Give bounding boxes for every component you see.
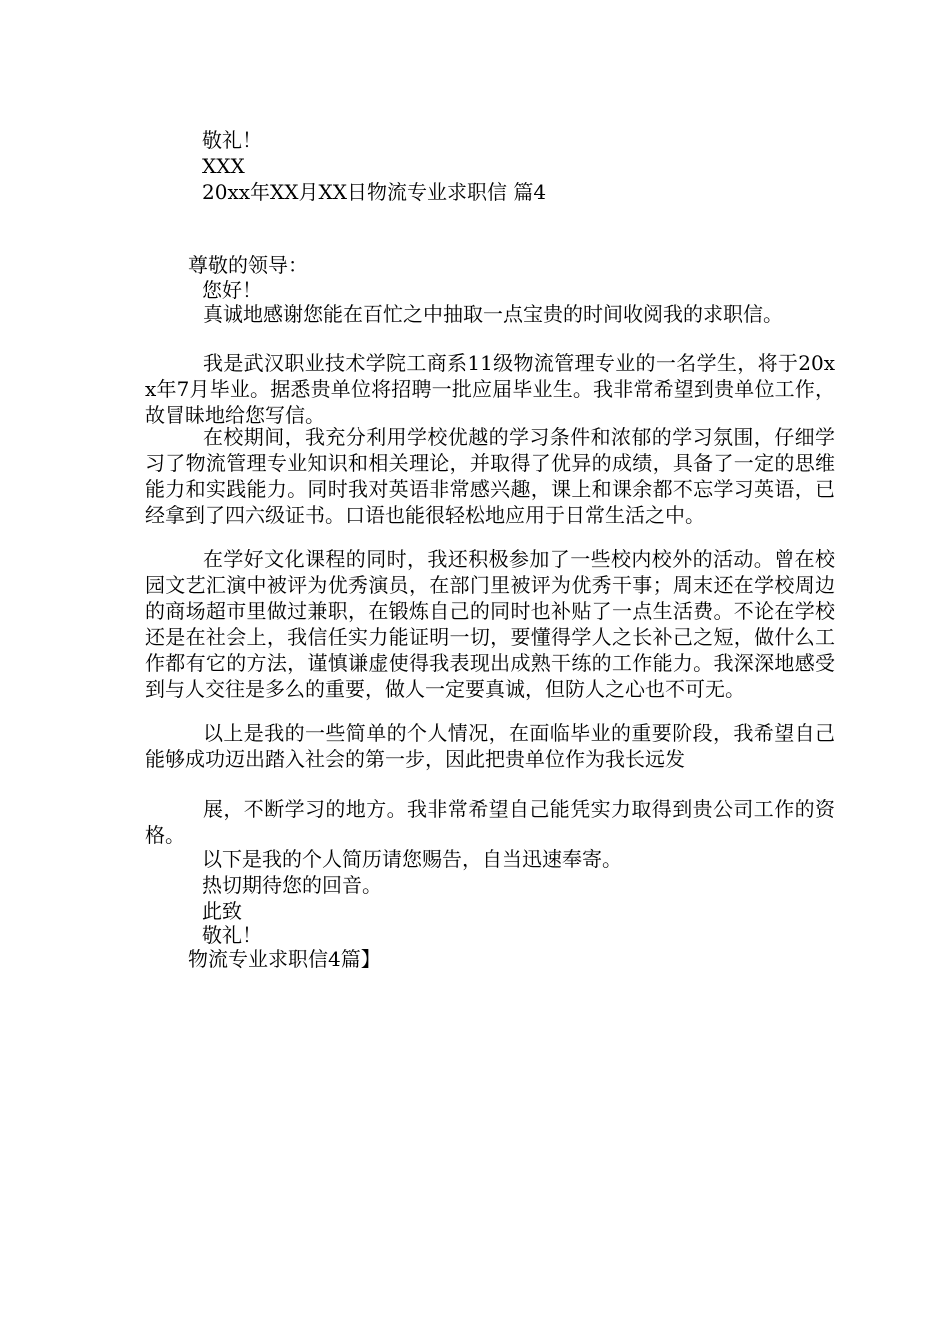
paragraph-thanks: 真诚地感谢您能在百忙之中抽取一点宝贵的时间收阅我的求职信。 xyxy=(203,302,783,326)
paragraph-activities: 在学好文化课程的同时，我还积极参加了一些校内校外的活动。曾在校园文艺汇演中被评为优秀演员，在部门里被评为优秀干事；周末还在学校周边的商场超市里做过兼职，在锻炼自己的同时也补贴了一点生活费。不论在学校还是在社会上，我信任实力能证明一切，要懂得学人之长补己之短，做什么工作都有它的方法，谨慎谦虚使得我表现出成熟干练的工作能力。我深深地感受到与人交往是多么的重要，做人一定要真诚，但防人之心也不可无。 xyxy=(145,547,835,701)
salutation: 尊敬的领导： xyxy=(188,253,308,277)
previous-letter-signature: XXX xyxy=(202,154,245,178)
footer-title: 物流专业求职信4篇】 xyxy=(188,947,381,971)
paragraph-introduction: 我是武汉职业技术学院工商系11级物流管理专业的一名学生，将于20xx年7月毕业。据悉贵单位将招聘一批应届毕业生。我非常希望到贵单位工作，故冒昧地给您写信。 xyxy=(145,351,835,427)
closing-phrase: 此致 xyxy=(202,899,242,923)
paragraph-continuation: 展，不断学习的地方。我非常希望自己能凭实力取得到贵公司工作的资格。 xyxy=(145,797,835,847)
date-and-section-title: 20xx年XX月XX日物流专业求职信 篇4 xyxy=(202,180,547,204)
paragraph-resume: 以下是我的个人简历请您赐告，自当迅速奉寄。 xyxy=(202,847,622,871)
paragraph-school-study: 在校期间，我充分利用学校优越的学习条件和浓郁的学习氛围，仔细学习了物流管理专业知识和相关理论，并取得了优异的成绩，具备了一定的思维能力和实践能力。同时我对英语非常感兴趣，课上和课余都不忘学习英语，已经拿到了四六级证书。口语也能很轻松地应用于日常生活之中。 xyxy=(145,425,835,527)
previous-letter-closing: 敬礼！ xyxy=(202,128,262,152)
paragraph-expectation: 热切期待您的回音。 xyxy=(202,873,382,897)
closing-salute: 敬礼！ xyxy=(202,923,262,947)
paragraph-aspiration: 以上是我的一些简单的个人情况，在面临毕业的重要阶段，我希望自己能够成功迈出踏入社会的第一步，因此把贵单位作为我长远发 xyxy=(145,721,835,771)
greeting: 您好！ xyxy=(202,278,262,302)
